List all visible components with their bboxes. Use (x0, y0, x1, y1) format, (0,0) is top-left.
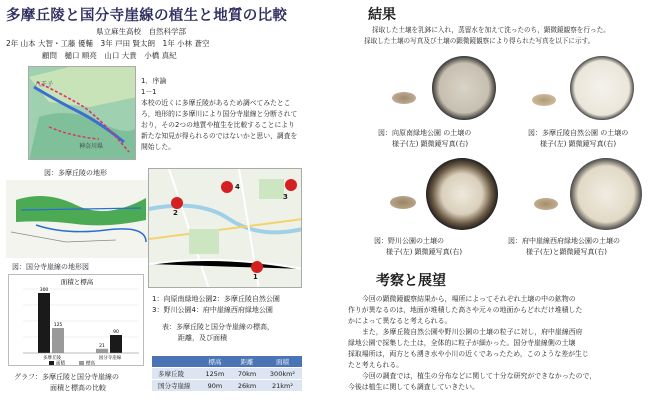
table-header-cell: 標高 (199, 356, 231, 368)
table-cell: 多摩丘陵 (152, 368, 199, 380)
table-cell: 26km (231, 380, 263, 392)
bar-3 (110, 335, 122, 353)
discussion-line: 今回の調査では，植生の分布などに関して十分な研究ができなかったので， (362, 372, 597, 380)
table-cell: 国分寺崖線 (152, 380, 199, 392)
soil-sample-4 (534, 198, 558, 210)
bar-chart-caption-line-1: グラフ：多摩丘陵と国分寺崖線の (14, 373, 119, 381)
tama-map-caption: 図：多摩丘陵の地形 (44, 169, 107, 177)
bar-chart-title: 面積と標高 (60, 278, 94, 286)
bar-1 (52, 328, 64, 353)
map-marker-1-label: 1 (253, 273, 258, 281)
map-label-tama: 八王子 (35, 81, 54, 88)
discussion-line: かによって異なると考えられる。 (348, 317, 452, 325)
discussion-body (348, 294, 658, 393)
result-caption-3-line-2: 様子(左) 顕微鏡写真(右) (386, 248, 463, 256)
microscope-photo-1 (432, 56, 496, 120)
table-cell: 90m (199, 380, 231, 392)
table-caption-line-2: 距離，及び面積 (178, 334, 227, 342)
map-marker-4[interactable] (221, 181, 233, 193)
poster-title: 多摩丘陵と国分寺崖線の植生と地質の比較 (6, 8, 288, 24)
map-marker-2[interactable] (171, 197, 183, 209)
table-header-cell (152, 356, 199, 368)
result-caption-2-line-2: 様子(左) 顕微鏡写真(右) (540, 140, 617, 148)
legend-label: 面積 (56, 361, 65, 367)
discussion-line: 今回の顕微鏡観察結果から，場所によってそれぞれ土壌の中の鉱物の (362, 295, 576, 303)
table-cell: 125m (199, 368, 231, 380)
table-caption-line-1: 表：多摩丘陵と国分寺崖線の標高， (162, 323, 274, 331)
result-caption-2-line-1: 図：多摩丘陵自然公園 の土壌の (528, 129, 629, 137)
table-row (152, 380, 302, 392)
legend-swatch (79, 361, 84, 365)
map-marker-3-label: 3 (283, 193, 288, 201)
legend-label: 標高 (86, 361, 95, 367)
discussion-line: 作りが異なるのは，地面が堆積した高さや元々の地面からどれだけ堆積した (348, 306, 583, 314)
bar-category-label: 国分寺崖線 (98, 356, 122, 361)
discussion-line: 緑地公園で採集した土は，全体的に粒子が細かった。国分寺崖線側の土壌 (348, 339, 576, 347)
result-caption-1-line-1: 図：向原南緑地公園 の土壌の (378, 129, 472, 137)
kokubunji-map (6, 180, 152, 258)
affiliation: 県立麻生高校 自然科学部 (96, 27, 186, 36)
microscope-photo-3 (426, 158, 498, 230)
results-heading: 結果 (368, 7, 396, 23)
table-cell: 21km² (263, 380, 302, 392)
stats-table (152, 356, 302, 391)
result-caption-4-line-1: 図：府中崖線西府緑地公園の土壌の (508, 237, 620, 245)
legend-swatch (49, 361, 54, 365)
map-marker-2-label: 2 (173, 209, 178, 217)
result-caption-4-line-2: 様子(左)と顕微鏡写真(右) (526, 248, 607, 256)
map-marker-4-label: 4 (235, 183, 240, 191)
table-cell: 300km² (263, 368, 302, 380)
bar-category-label: 多摩丘陵 (43, 356, 61, 361)
soil-sample-1 (392, 92, 416, 104)
map-marker-3[interactable] (285, 179, 297, 191)
authors-line-1: 2年 山本 大智・工藤 優輔 3年 戸田 賢太朗 1年 小林 蒼空 (6, 39, 210, 48)
intro-heading: 1．序論 (141, 77, 167, 85)
kokubunji-map-caption: 図：国分寺崖線の地形図 (12, 263, 89, 271)
bar-2 (96, 349, 108, 353)
authors-line-2: 顧問 樋口 順亮 山口 大貴 小橋 真紀 (42, 51, 177, 60)
intro-sub: 1－1 (141, 88, 157, 96)
microscope-photo-4 (570, 158, 642, 230)
tama-hills-map (28, 66, 136, 160)
discussion-line: 採取場所は，両方とも湧き水や小川の近くであったため，このような差が生じ (348, 350, 589, 358)
result-caption-1-line-2: 様子(左) 顕微鏡写真(右) (392, 140, 469, 148)
discussion-line: また，多摩丘陵自然公園や野川公園の土壌の粒子に対し，府中崖線西府 (362, 328, 583, 336)
map-legend-line-2: 3：野川公園4：府中崖線西府緑地公園 (152, 306, 273, 314)
bar-0 (38, 293, 50, 353)
map-legend-line-1: 1：向原南緑地公園2：多摩丘陵自然公園 (152, 295, 280, 303)
results-text-line-1: 採取した土壌を乳鉢に入れ，蒸留水を加えて洗ったのち，顕微鏡観察を行った。 (372, 26, 610, 34)
soil-sample-3 (390, 196, 416, 209)
discussion-line: たと考えられる。 (348, 361, 404, 369)
table-cell: 70km (231, 368, 263, 380)
bar-chart-caption-line-2: 面積と標高の比較 (50, 384, 106, 392)
bar-chart (8, 274, 144, 366)
site-map (148, 168, 302, 288)
table-header-cell: 距離 (231, 356, 263, 368)
bar-chart-svg (9, 275, 145, 367)
soil-sample-2 (532, 94, 556, 106)
microscope-photo-2 (570, 56, 634, 120)
result-caption-3-line-1: 図：野川公園の土壌の (374, 237, 444, 245)
intro-text: 本校の近くに多摩丘陵があるため調べてみたところ，地形的に多摩川により国分寺崖線と分断されており，その2つの地質や植生を比較することにより新たな知見が得られるのではないかと思い，調査を開始した。 (141, 99, 298, 151)
bar-value-label: 90 (113, 330, 119, 335)
bar-value-label: 21 (99, 343, 105, 349)
bar-value-label: 125 (53, 323, 63, 328)
table-row (152, 368, 302, 380)
results-text-line-2: 採取した土壌の写真及び土壌の顕微鏡観察により得られた写真を以下に示す。 (364, 37, 595, 45)
map-marker-1[interactable] (251, 261, 263, 273)
bar-value-label: 300 (39, 288, 49, 293)
discussion-line: 今後は植生に関しても調査していきたい。 (348, 383, 479, 391)
stats-table-header-row (152, 356, 302, 368)
table-header-cell: 面積 (263, 356, 302, 368)
kokubunji-map-drawing (6, 180, 152, 258)
discussion-heading: 考察と展望 (376, 273, 446, 289)
map-label-kanagawa: 神奈川県 (79, 143, 104, 150)
